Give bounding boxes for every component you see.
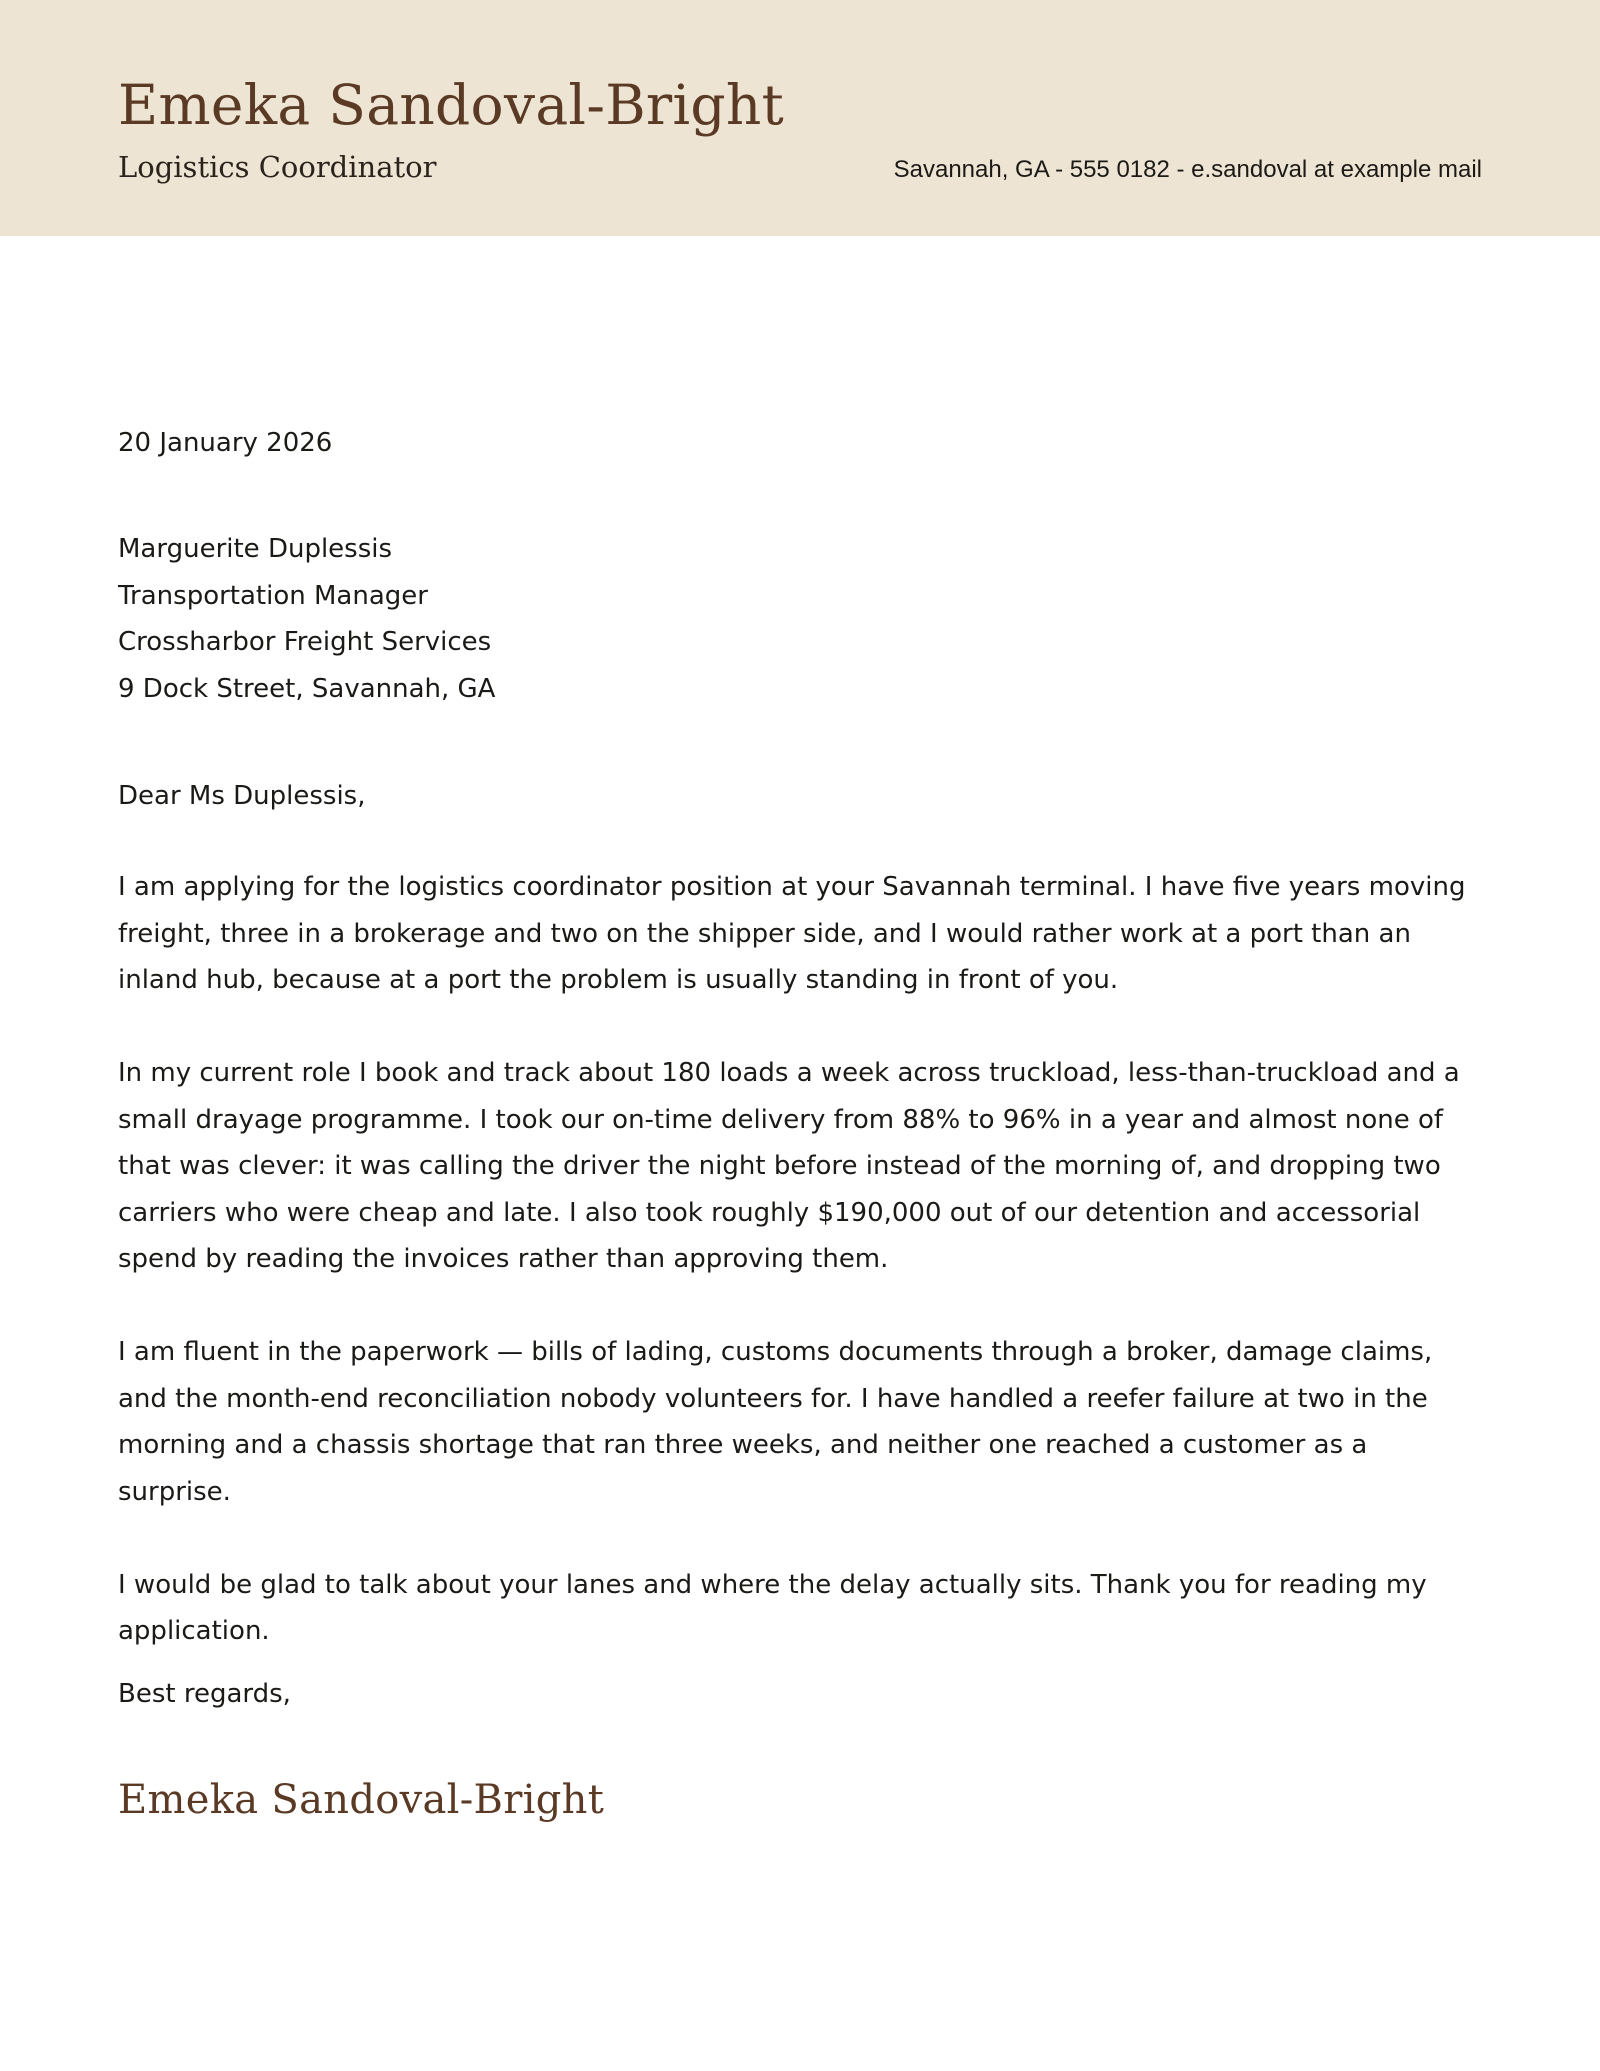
body-paragraph: I am applying for the logistics coordinator position at your Savannah terminal. I have five years moving freight, three in a brokerage and two on the shipper side, and I would rather work at a port than an inland hub, because at a port the problem is usually standing in front of you. bbox=[118, 872, 1466, 995]
sender-name: Emeka Sandoval-Bright bbox=[118, 73, 785, 137]
letter-body bbox=[118, 864, 1468, 1701]
signature: Emeka Sandoval-Bright bbox=[118, 1777, 605, 1823]
recipient-position: Transportation Manager bbox=[118, 580, 428, 611]
closing: Best regards, bbox=[118, 1679, 291, 1709]
letter-date: 20 January 2026 bbox=[118, 428, 333, 458]
recipient-block bbox=[118, 526, 1468, 712]
body-paragraph: I am fluent in the paperwork — bills of lading, customs documents through a broker, damage claims, and the month-end reconciliation nobody volunteers for. I have handled a reefer failure at two in the morning and a chassis shortage that ran three weeks, and neither one reached a customer as a surprise. bbox=[118, 1337, 1433, 1507]
recipient-address: 9 Dock Street, Savannah, GA bbox=[118, 673, 496, 704]
salutation: Dear Ms Duplessis, bbox=[118, 781, 366, 811]
recipient-company: Crossharbor Freight Services bbox=[118, 627, 492, 657]
sender-title: Logistics Coordinator bbox=[118, 150, 437, 184]
body-paragraph: I would be glad to talk about your lanes and where the delay actually sits. Thank you for reading my application. bbox=[118, 1569, 1427, 1646]
sender-contact: Savannah, GA - 555 0182 - e.sandoval at example mail bbox=[893, 156, 1482, 183]
recipient-name: Marguerite Duplessis bbox=[118, 534, 393, 564]
body-paragraph: In my current role I book and track about 180 loads a week across truckload, less-than-truckload and a small drayage programme. I took our on-time delivery from 88% to 96% in a year and almost none of that was clever: it was calling the driver the night before instead of the morning of, and dropping two carriers who were cheap and late. I also took roughly $190,000 out of our detention and accessorial spend by reading the invoices rather than approving them. bbox=[118, 1058, 1460, 1274]
letterhead bbox=[0, 0, 1600, 236]
